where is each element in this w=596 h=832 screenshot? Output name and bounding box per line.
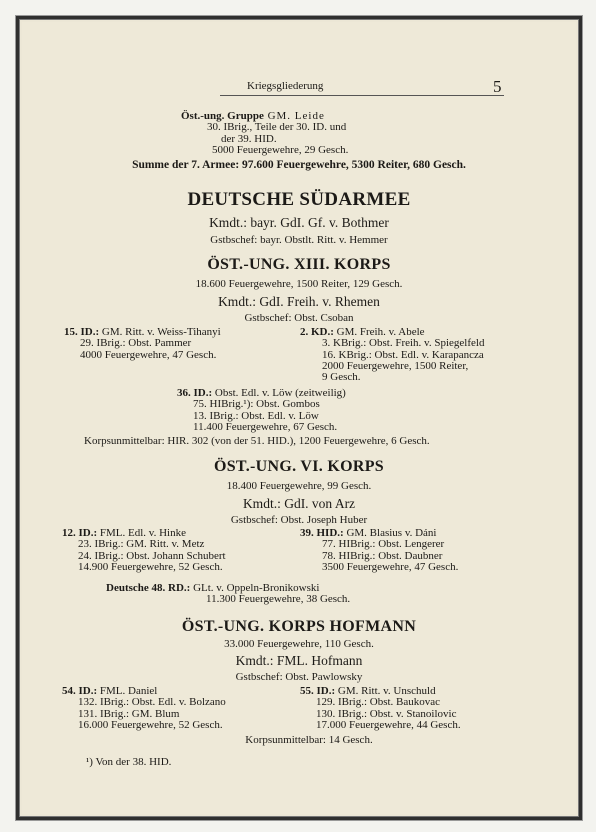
- division-line: 131. IBrig.: GM. Blum: [78, 707, 180, 720]
- division-number: 12. ID.:: [62, 527, 98, 539]
- korps-hofmann-right-division: [300, 686, 461, 731]
- book-page: [22, 22, 576, 814]
- korps-hofmann-gstbschef: Gstbschef: Obst. Pawlowsky: [235, 671, 363, 683]
- korps6-rd48: [106, 583, 350, 606]
- division-number: 2. KD.:: [300, 326, 334, 338]
- division-number: 54. ID.:: [62, 685, 98, 697]
- division-commander: GLt. v. Oppeln-Bronikowski: [190, 582, 320, 594]
- korps13-kmdt: Kmdt.: GdI. Freih. v. Rhemen: [218, 294, 380, 309]
- division-line: 16. KBrig.: Obst. Edl. v. Karapancza: [322, 348, 484, 361]
- division-line: 130. IBrig.: Obst. v. Stanoilovic: [316, 707, 457, 720]
- division-commander: GM. Freih. v. Abele: [333, 326, 425, 338]
- division-commander: Obst. Edl. v. Löw (zeitweilig): [212, 387, 346, 399]
- division-line: 17.000 Feuergewehre, 44 Gesch.: [316, 718, 461, 731]
- division-line: 9 Gesch.: [322, 371, 361, 384]
- division-number: 55. ID.:: [300, 685, 336, 697]
- division-commander: GM. Ritt. v. Weiss-Tihanyi: [99, 326, 221, 338]
- division-line: 132. IBrig.: Obst. Edl. v. Bolzano: [78, 696, 226, 709]
- korps6-strength: 18.400 Feuergewehre, 99 Gesch.: [226, 480, 372, 492]
- division-line: 3. KBrig.: Obst. Freih. v. Spiegelfeld: [322, 337, 485, 350]
- page-frame: [16, 16, 582, 820]
- korps-hofmann-korpsunmittelbar: Korpsunmittelbar: 14 Gesch.: [245, 734, 373, 746]
- gruppe-leide-commander: GM. Leide: [263, 110, 325, 122]
- division-commander: FML. Edl. v. Hinke: [97, 527, 186, 539]
- suedarmee-kmdt: Kmdt.: bayr. GdI. Gf. v. Bothmer: [209, 215, 389, 230]
- division-line: 2000 Feuergewehre, 1500 Reiter,: [322, 359, 469, 372]
- gruppe-leide-line: 5000 Feuergewehre, 29 Gesch.: [212, 143, 349, 156]
- division-line: 77. HIBrig.: Obst. Lengerer: [322, 538, 445, 551]
- korps6-title: ÖST.-UNG. VI. KORPS: [213, 458, 385, 475]
- division-number: 15. ID.:: [64, 326, 100, 338]
- division-line: 75. HIBrig.¹): Obst. Gombos: [193, 398, 320, 411]
- division-commander: FML. Daniel: [97, 685, 158, 697]
- division-number: 36. ID.:: [177, 387, 213, 399]
- korps13-title: ÖST.-UNG. XIII. KORPS: [207, 256, 391, 273]
- division-line: 4000 Feuergewehre, 47 Gesch.: [80, 348, 217, 361]
- korps6-kmdt: Kmdt.: GdI. von Arz: [242, 496, 356, 511]
- division-line: 24. IBrig.: Obst. Johann Schubert: [78, 549, 226, 562]
- korps13-center-division: [177, 388, 346, 433]
- running-title: Kriegsgliederung: [247, 80, 324, 92]
- korps13-right-division: [300, 327, 484, 383]
- header-rule: [220, 95, 504, 96]
- korps-hofmann-strength: 33.000 Feuergewehre, 110 Gesch.: [224, 638, 374, 650]
- page-number: 5: [493, 77, 502, 96]
- division-number: Deutsche 48. RD.:: [106, 582, 191, 594]
- korps13-gstbschef: Gstbschef: Obst. Csoban: [244, 312, 354, 324]
- suedarmee-gstbschef: Gstbschef: bayr. Obstlt. Ritt. v. Hemmer: [210, 234, 388, 246]
- korps-hofmann-title: ÖST.-UNG. KORPS HOFMANN: [181, 618, 417, 635]
- division-line: 14.900 Feuergewehre, 52 Gesch.: [78, 560, 223, 573]
- korps13-left-division: [64, 327, 221, 361]
- korps13-korpsunmittelbar: Korpsunmittelbar: HIR. 302 (von der 51. HID.), 1200 Feuergewehre, 6 Gesch.: [84, 435, 430, 447]
- army-sum: Summe der 7. Armee: 97.600 Feuergewehre, 5300 Reiter, 680 Gesch.: [132, 159, 466, 171]
- division-line: 78. HIBrig.: Obst. Daubner: [322, 549, 443, 562]
- division-line: 11.300 Feuergewehre, 38 Gesch.: [206, 593, 351, 606]
- gruppe-leide: [181, 111, 348, 156]
- division-line: 129. IBrig.: Obst. Baukovac: [316, 696, 441, 709]
- division-line: 16.000 Feuergewehre, 52 Gesch.: [78, 718, 223, 731]
- division-line: 13. IBrig.: Obst. Edl. v. Löw: [193, 409, 319, 422]
- korps13-strength: 18.600 Feuergewehre, 1500 Reiter, 129 Gesch.: [195, 278, 403, 290]
- division-number: 39. HID.:: [300, 527, 344, 539]
- gruppe-leide-label: Öst.-ung. Gruppe: [181, 110, 264, 122]
- division-line: 3500 Feuergewehre, 47 Gesch.: [322, 560, 459, 573]
- korps-hofmann-kmdt: Kmdt.: FML. Hofmann: [235, 653, 363, 668]
- division-line: 23. IBrig.: GM. Ritt. v. Metz: [78, 538, 205, 551]
- gruppe-leide-line: der 39. HID.: [221, 132, 277, 145]
- korps6-gstbschef: Gstbschef: Obst. Joseph Huber: [230, 514, 368, 526]
- korps-hofmann-left-division: [62, 686, 226, 731]
- gruppe-leide-line: 30. IBrig., Teile der 30. ID. und: [207, 121, 347, 134]
- division-commander: GM. Ritt. v. Unschuld: [335, 685, 436, 697]
- division-commander: GM. Blasius v. Dáni: [343, 527, 437, 539]
- footnote: ¹) Von der 38. HID.: [86, 756, 172, 768]
- korps6-left-division: [62, 528, 226, 573]
- division-line: 11.400 Feuergewehre, 67 Gesch.: [193, 420, 338, 433]
- korps6-right-division: [300, 528, 458, 573]
- suedarmee-title: DEUTSCHE SÜDARMEE: [187, 189, 411, 210]
- division-line: 29. IBrig.: Obst. Pammer: [80, 337, 192, 350]
